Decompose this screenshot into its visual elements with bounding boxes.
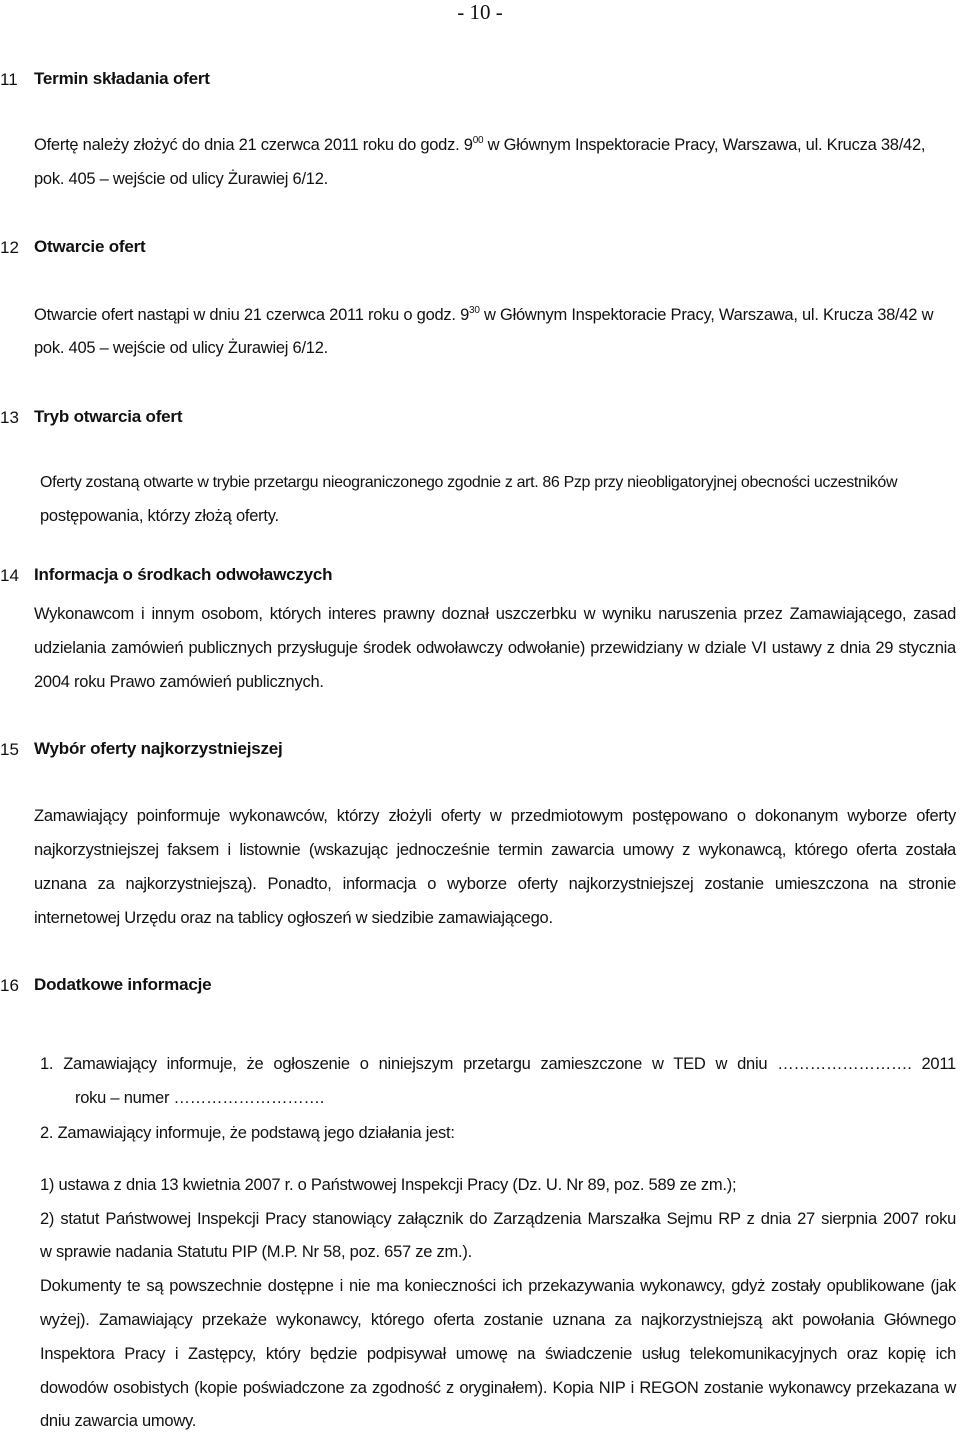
section-title-12: Otwarcie ofert <box>34 237 146 256</box>
section-16-paragraph-line-4: dowodów osobistych (kopie poświadczone za zgodność z oryginałem). Kopia NIP i REGON zostanie wykonawcy przekazana w <box>40 1379 956 1397</box>
page-number: - 10 - <box>457 0 503 24</box>
section-13-line-2: postępowania, którzy złożą oferty. <box>40 507 279 525</box>
section-number-12: 12 <box>0 238 19 257</box>
section-14-line-2: udzielania zamówień publicznych przysługuje środek odwoławczy odwołanie) przewidziany w dziale VI ustawy z dnia 29 stycznia <box>34 639 956 657</box>
list-item-2: 2. Zamawiający informuje, że podstawą jego działania jest: <box>40 1124 455 1142</box>
section-12-text-a: Otwarcie ofert nastąpi w dniu 21 czerwca 2011 roku o godz. 9 <box>34 306 470 324</box>
section-title-13: Tryb otwarcia ofert <box>34 407 183 426</box>
section-11-line-1 <box>34 136 925 155</box>
list-item-1-line-2: roku – numer ………………………. <box>75 1089 325 1107</box>
legal-basis-item-2-line-2: w sprawie nadania Statutu PIP (M.P. Nr 58, poz. 657 ze zm.). <box>40 1243 472 1261</box>
section-14-line-1: Wykonawcom i innym osobom, których interes prawny doznał uszczerbku w wyniku naruszenia przez Zamawiającego, zasad <box>34 605 956 623</box>
section-title-15: Wybór oferty najkorzystniejszej <box>34 739 283 758</box>
section-number-15: 15 <box>0 740 19 759</box>
section-number-16: 16 <box>0 976 19 995</box>
section-number-14: 14 <box>0 566 19 585</box>
section-title-11: Termin składania ofert <box>34 69 210 88</box>
section-11-text-b: w Głównym Inspektoracie Pracy, Warszawa, ul. Krucza 38/42, <box>483 136 926 154</box>
section-11-line-2: pok. 405 – wejście od ulicy Żurawiej 6/12. <box>34 170 328 188</box>
legal-basis-item-1: 1) ustawa z dnia 13 kwietnia 2007 r. o Państwowej Inspekcji Pracy (Dz. U. Nr 89, poz. 589 ze zm.); <box>40 1176 737 1194</box>
section-11-text-a: Ofertę należy złożyć do dnia 21 czerwca 2011 roku do godz. 9 <box>34 136 473 154</box>
list-item-1-line-1: 1. Zamawiający informuje, że ogłoszenie o niniejszym przetargu zamieszczone w TED w dniu ……………………. 2011 <box>40 1055 956 1073</box>
section-12-line-1 <box>34 306 933 325</box>
section-number-11: 11 <box>0 70 18 89</box>
section-15-line-1: Zamawiający poinformuje wykonawców, którzy złożyli oferty w przedmiotowym postępowano o dokonanym wyborze oferty <box>34 807 956 825</box>
section-15-line-2: najkorzystniejszej faksem i listownie (wskazując jednocześnie termin zawarcia umowy z wykonawcą, którego oferta została <box>34 841 956 859</box>
section-15-line-4: internetowej Urzędu oraz na tablicy ogłoszeń w siedzibie zamawiającego. <box>34 909 553 927</box>
section-11-hour-sup: 00 <box>472 135 484 146</box>
section-title-14: Informacja o środkach odwoławczych <box>34 565 333 584</box>
section-title-16: Dodatkowe informacje <box>34 975 212 994</box>
legal-basis-item-2-line-1: 2) statut Państwowej Inspekcji Pracy stanowiący załącznik do Zarządzenia Marszałka Sejmu RP z dnia 27 sierpnia 2007 roku <box>40 1210 956 1228</box>
section-16-paragraph-line-5: dniu zawarcia umowy. <box>40 1412 197 1430</box>
section-number-13: 13 <box>0 408 19 427</box>
section-14-line-3: 2004 roku Prawo zamówień publicznych. <box>34 673 324 691</box>
section-16-paragraph-line-2: wyżej). Zamawiający przekaże wykonawcy, którego oferta zostanie uznana za najkorzystniejszą akt powołania Głównego <box>40 1311 956 1329</box>
section-16-paragraph-line-1: Dokumenty te są powszechnie dostępne i nie ma konieczności ich przekazywania wykonawcy, gdyż zostały opublikowane (jak <box>40 1277 956 1295</box>
section-12-hour-sup: 30 <box>469 305 480 316</box>
section-13-line-1: Oferty zostaną otwarte w trybie przetargu nieograniczonego zgodnie z art. 86 Pzp przy nieobligatoryjnej obecności uczestników <box>40 474 898 491</box>
section-16-paragraph-line-3: Inspektora Pracy i Zastępcy, który będzie podpisywał umowę na świadczenie usług telekomunikacyjnych oraz kopię ich <box>40 1345 956 1363</box>
section-12-text-b: w Głównym Inspektoracie Pracy, Warszawa, ul. Krucza 38/42 w <box>479 306 934 324</box>
section-15-line-3: uznana za najkorzystniejszą). Ponadto, informacja o wyborze oferty najkorzystniejszej zostanie umieszczona na stronie <box>34 875 956 893</box>
section-12-line-2: pok. 405 – wejście od ulicy Żurawiej 6/12. <box>34 339 328 357</box>
